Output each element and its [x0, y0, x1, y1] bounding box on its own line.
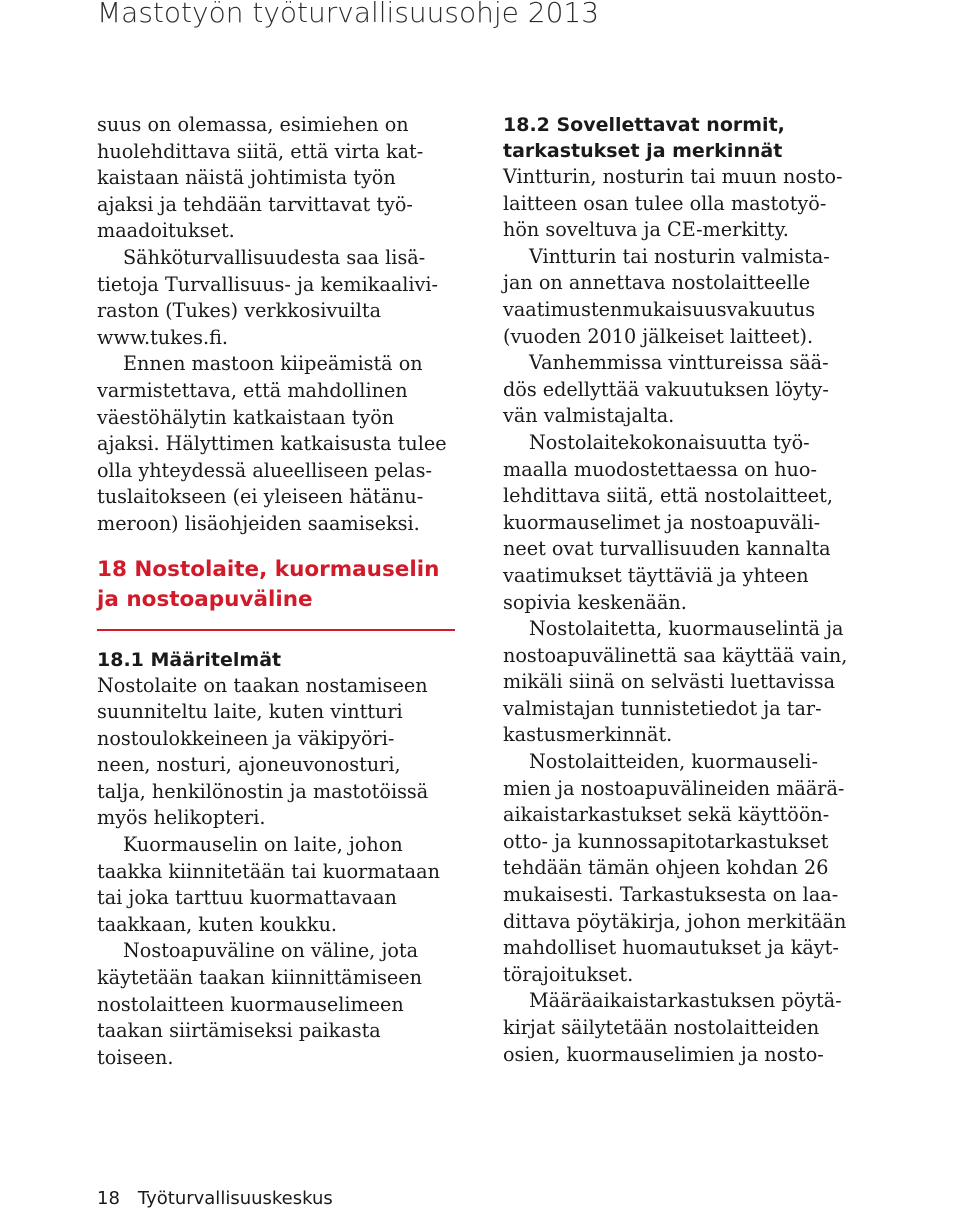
text-line: ajaksi ja tehdään tarvittavat työ- — [97, 192, 413, 216]
text-line: Nostolaitetta, kuormauselintä ja — [529, 617, 844, 641]
paragraph — [97, 112, 467, 245]
text-line: meroon) lisäohjeiden saamiseksi. — [97, 511, 420, 535]
section-heading-line: 18 Nostolaite, kuormauselin — [97, 556, 440, 582]
text-line: taakkaan, kuten koukku. — [97, 912, 338, 936]
text-line: raston (Tukes) verkkosivuilta — [97, 299, 382, 323]
text-line: Sähköturvallisuudesta saa lisä- — [123, 245, 426, 269]
text-line: neet ovat turvallisuuden kannalta — [503, 537, 831, 561]
text-line: kastusmerkinnät. — [503, 723, 673, 747]
text-line: vän valmistajalta. — [503, 404, 675, 428]
paragraph — [503, 749, 873, 988]
paragraph — [97, 673, 467, 833]
text-line: olla yhteydessä alueelliseen pelas- — [97, 458, 432, 482]
page-footer — [97, 1188, 333, 1209]
text-line: maalla muodostettaessa on huo- — [503, 457, 817, 481]
right-column — [503, 112, 873, 1068]
text-line: Vanhemmissa vinttureissa sää- — [529, 351, 829, 375]
text-line: jan on annettava nostolaitteelle — [503, 271, 811, 295]
text-line: www.tukes.fi. — [97, 325, 228, 349]
text-line: mahdolliset huomautukset ja käyt- — [503, 936, 839, 960]
text-line: valmistajan tunnistetiedot ja tar- — [503, 696, 822, 720]
text-line: kuormauselimet ja nostoapuväli- — [503, 510, 821, 534]
paragraph — [503, 244, 873, 350]
text-line: Nostolaitteiden, kuormauseli- — [529, 750, 818, 774]
text-line: Nostoapuväline on väline, jota — [123, 939, 419, 963]
paragraph — [97, 938, 467, 1071]
text-line: mien ja nostoapuvälineiden määrä- — [503, 776, 845, 800]
text-line: suus on olemassa, esimiehen on — [97, 113, 409, 136]
text-line: neen, nosturi, ajoneuvonosturi, — [97, 753, 401, 777]
text-line: tehdään tämän ohjeen kohdan 26 — [503, 856, 829, 880]
text-line: vaatimukset täyttäviä ja yhteen — [503, 563, 809, 587]
text-line: aikaistarkastukset sekä käyttöön- — [503, 803, 830, 827]
section-heading-line: ja nostoapuväline — [97, 586, 313, 612]
text-line: dös edellyttää vakuutuksen löyty- — [503, 377, 829, 401]
text-line: talja, henkilönostin ja mastotöissä — [97, 779, 429, 803]
text-line: mikäli siinä on selvästi luettavissa — [503, 670, 836, 694]
paragraph — [503, 988, 873, 1068]
text-line: väestöhälytin katkaistaan työn — [97, 405, 395, 429]
text-line: vaatimustenmukaisuusvakuutus — [503, 297, 816, 321]
text-line: suunniteltu laite, kuten vintturi — [97, 700, 403, 724]
text-line: käytetään taakan kiinnittämiseen — [97, 966, 422, 990]
subheading-line: 18.2 Sovellettavat normit, — [503, 114, 785, 136]
text-line: Vintturin tai nosturin valmista- — [529, 244, 830, 268]
text-line: maadoitukset. — [97, 219, 235, 243]
text-line: laitteen osan tulee olla mastotyö- — [503, 191, 827, 215]
text-line: huolehdittava siitä, että virta kat- — [97, 139, 424, 163]
text-line: kaistaan näistä johtimista työn — [97, 166, 396, 190]
text-line: Vintturin, nosturin tai muun nosto- — [503, 165, 843, 188]
text-line: lehdittava siitä, että nostolaitteet, — [503, 484, 833, 508]
text-line: tuslaitokseen (ei yleiseen hätänu- — [97, 485, 424, 509]
text-line: tai joka tarttuu kuormattavaan — [97, 886, 397, 910]
text-line: taakka kiinnitetään tai kuormataan — [97, 859, 440, 883]
text-line: osien, kuormauselimien ja nosto- — [503, 1042, 824, 1066]
paragraph — [97, 351, 467, 537]
text-line: toiseen. — [97, 1045, 174, 1069]
subheading-18-2 — [503, 112, 873, 164]
text-line: mukaisesti. Tarkastuksesta on laa- — [503, 883, 839, 907]
page-header: Mastotyön työturvallisuusohje 2013 — [97, 0, 600, 29]
paragraph — [503, 350, 873, 430]
subheading-18-1: 18.1 Määritelmät — [97, 648, 282, 671]
text-line: Nostolaite on taakan nostamiseen — [97, 673, 428, 697]
text-line: myös helikopteri. — [97, 806, 266, 830]
text-line: Ennen mastoon kiipeämistä on — [123, 352, 423, 376]
paragraph — [97, 832, 467, 938]
publisher-name: Työturvallisuuskeskus — [137, 1188, 333, 1209]
text-line: hön soveltuva ja CE-merkitty. — [503, 218, 789, 242]
text-line: törajoitukset. — [503, 962, 634, 986]
subheading-line: tarkastukset ja merkinnät — [503, 140, 783, 162]
page-number: 18 — [97, 1188, 120, 1209]
text-line: varmistettava, että mahdollinen — [97, 378, 408, 402]
text-line: nostoapuvälinettä saa käyttää vain, — [503, 643, 848, 667]
text-line: Nostolaitekokonaisuutta työ- — [529, 430, 810, 454]
paragraph — [503, 430, 873, 616]
paragraph — [97, 245, 467, 351]
text-line: (vuoden 2010 jälkeiset laitteet). — [503, 324, 814, 348]
text-line: taakan siirtämiseksi paikasta — [97, 1019, 381, 1043]
paragraph — [503, 616, 873, 749]
text-line: kirjat säilytetään nostolaitteiden — [503, 1016, 820, 1039]
left-column — [97, 112, 467, 1071]
text-line: nostolaitteen kuormauselimeen — [97, 992, 404, 1016]
text-line: nostoulokkeineen ja väkipyöri- — [97, 726, 395, 750]
text-line: Kuormauselin on laite, johon — [123, 833, 403, 857]
text-line: ajaksi. Hälyttimen katkaisusta tulee — [97, 432, 447, 456]
text-line: sopivia keskenään. — [503, 590, 687, 614]
text-line: Määräaikaistarkastuksen pöytä- — [529, 989, 842, 1013]
paragraph — [503, 164, 873, 244]
section-heading — [97, 555, 467, 615]
text-line: dittava pöytäkirja, johon merkitään — [503, 909, 847, 933]
section-rule — [97, 629, 455, 631]
text-line: tietoja Turvallisuus- ja kemikaalivi- — [97, 272, 438, 296]
text-line: otto- ja kunnossapitotarkastukset — [503, 829, 829, 853]
